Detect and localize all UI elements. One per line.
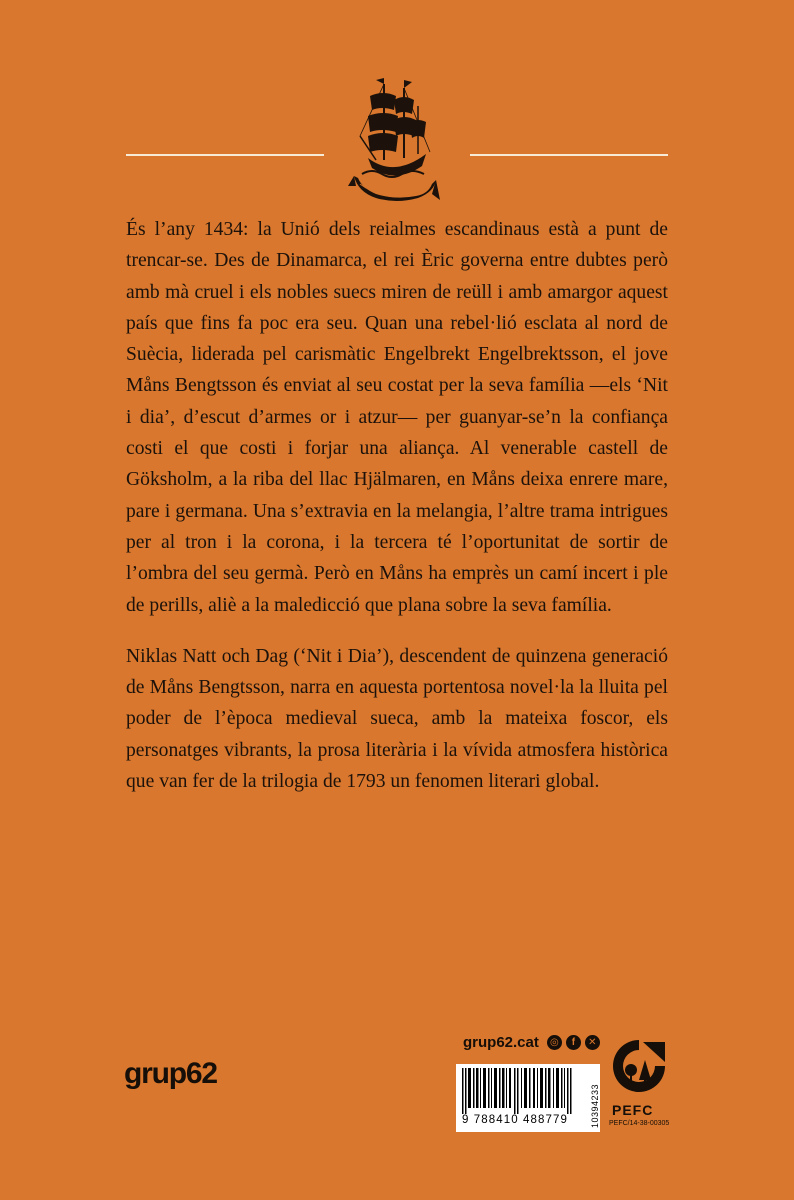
instagram-icon: ◎	[547, 1035, 562, 1050]
facebook-icon: f	[566, 1035, 581, 1050]
blurb-paragraph-synopsis: És l’any 1434: la Unió dels reialmes escandinaus està a punt de trencar-se. Des de Dinamarca, el rei Èric governa entre dubtes però amb mà cruel i els nobles suecs miren de reüll i amb amargor aquest país que fins fa poc era seu. Quan una rebel·lió esclata al nord de Suècia, liderada pel carismàtic Engelbrekt Engelbrektsson, el jove Måns Bengtsson és enviat al seu costat per la seva família —els ‘Nit i dia’, d’escut d’armes or i atzur— per guanyar-se’n la confiança costi el que costi i forjar una aliança. Al venerable castell de Göksholm, a la riba del llac Hjälmaren, en Måns deixa enrere mare, pare i germana. Una s’extravia en la melangia, l’altre trama intrigues per al tron i la corona, i la tercera té l’oportunitat de sortir de l’ombra del seu germà. Però en Måns ha emprès un camí incert i ple de perills, aliè a la maledicció que plana sobre la seva família.	[126, 219, 668, 616]
publisher-logo: grup62	[124, 1057, 217, 1090]
publisher-website: grup62.cat	[463, 1034, 539, 1051]
publisher-web-row	[463, 1034, 600, 1051]
blurb-paragraph-author: Niklas Natt och Dag (‘Nit i Dia’), descendent de quinzena generació de Måns Bengtsson, narra en aquesta portentosa novel·la la lluita pel poder de l’època medieval sueca, amb la mateixa foscor, els personatges vibrants, la prosa literària i la vívida atmosfera històrica que van fer de la trilogia de 1793 un fenomen literari global.	[126, 645, 668, 793]
pefc-label: PEFC	[612, 1102, 654, 1118]
left-divider-line	[126, 154, 324, 156]
barcode-bars-icon	[456, 1064, 584, 1116]
ship-emblem-icon	[346, 66, 442, 216]
right-divider-line	[470, 154, 668, 156]
barcode-side-code: 10394233	[590, 1083, 600, 1128]
back-cover-blurb	[126, 214, 668, 817]
x-icon: ✕	[585, 1035, 600, 1050]
isbn-barcode	[456, 1064, 600, 1132]
pefc-code: PEFC/14-38-00305	[609, 1120, 670, 1127]
isbn-number: 9 788410 488779	[462, 1114, 569, 1126]
